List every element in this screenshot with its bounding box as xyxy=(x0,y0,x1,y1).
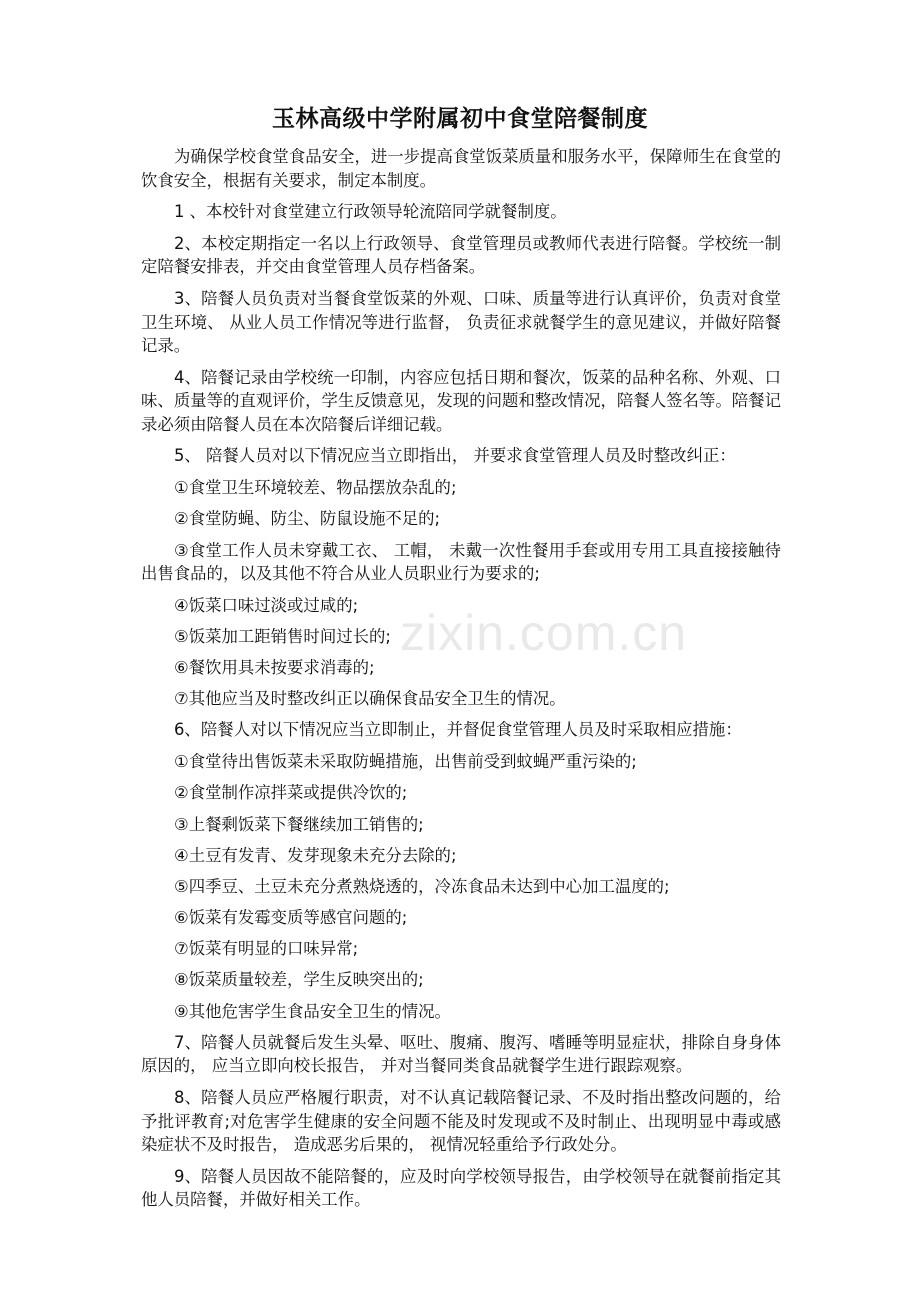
rule-7: 7、陪餐人员就餐后发生头晕、呕吐、腹痛、腹泻、嗜睡等明显症状，排除自身身体原因的， 应当立即向校长报告， 并对当餐同类食品就餐学生进行跟踪观察。 xyxy=(141,1032,781,1076)
rule-6-item-2: ②食堂制作凉拌菜或提供冷饮的; xyxy=(174,783,408,803)
rule-5-item-1: ①食堂卫生环境较差、物品摆放杂乱的; xyxy=(174,478,457,498)
rule-4: 4、陪餐记录由学校统一印制，内容应包括日期和餐次，饭菜的品种名称、外观、口味、质量等的直观评价，学生反馈意见，发现的问题和整改情况，陪餐人签名等。陪餐记录必须由陪餐人员在本次陪餐后详细记载。 xyxy=(141,367,781,434)
rule-6-item-5: ⑤四季豆、土豆未充分煮熟烧透的，冷冻食品未达到中心加工温度的; xyxy=(174,876,670,896)
rule-3: 3、陪餐人员负责对当餐食堂饭菜的外观、口味、质量等进行认真评价，负责对食堂卫生环境、 从业人员工作情况等进行监督， 负责征求就餐学生的意见建议，并做好陪餐记录。 xyxy=(141,289,781,356)
rule-1: 1 、本校针对食堂建立行政领导轮流陪同学就餐制度。 xyxy=(174,202,567,222)
rule-5-item-6: ⑥餐饮用具未按要求消毒的; xyxy=(174,658,375,678)
rule-9: 9、陪餐人员因故不能陪餐的，应及时向学校领导报告，由学校领导在就餐前指定其他人员陪餐，并做好相关工作。 xyxy=(141,1166,781,1210)
rule-2: 2、本校定期指定一名以上行政领导、食堂管理员或教师代表进行陪餐。学校统一制定陪餐安排表，并交由食堂管理人员存档备案。 xyxy=(141,233,781,277)
rule-6-item-9: ⑨其他危害学生食品安全卫生的情况。 xyxy=(174,1001,451,1021)
rule-5-item-7: ⑦其他应当及时整改纠正以确保食品安全卫生的情况。 xyxy=(174,689,566,709)
rule-6-item-3: ③上餐剩饭菜下餐继续加工销售的; xyxy=(174,814,424,834)
rule-5: 5、 陪餐人员对以下情况应当立即指出， 并要求食堂管理人员及时整改纠正： xyxy=(174,446,736,466)
document-title: 玉林高级中学附属初中食堂陪餐制度 xyxy=(272,106,648,132)
rule-6-item-4: ④土豆有发青、发芽现象未充分去除的; xyxy=(174,845,457,865)
rule-5-item-4: ④饭菜口味过淡或过咸的; xyxy=(174,595,359,615)
rule-6-item-1: ①食堂待出售饭菜未采取防蝇措施，出售前受到蚊蝇严重污染的; xyxy=(174,752,637,772)
rule-5-item-5: ⑤饭菜加工距销售时间过长的; xyxy=(174,626,391,646)
rule-6: 6、陪餐人对以下情况应当立即制止，并督促食堂管理人员及时采取相应措施： xyxy=(174,720,742,740)
watermark-text: zixin.com.cn xyxy=(400,605,688,661)
rule-8: 8、陪餐人员应严格履行职责，对不认真记载陪餐记录、不及时指出整改问题的，给予批评教育;对危害学生健康的安全问题不能及时发现或不及时制止、出现明显中毒或感染症状不及时报告， 造成恶劣后果的， 视情况轻重给予行政处分。 xyxy=(141,1088,781,1154)
rule-6-item-7: ⑦饭菜有明显的口味异常; xyxy=(174,939,359,959)
rule-6-item-6: ⑥饭菜有发霉变质等感官问题的; xyxy=(174,908,408,928)
rule-5-item-3: ③食堂工作人员未穿戴工衣、 工帽， 未戴一次性餐用手套或用专用工具直接接触待出售食品的，以及其他不符合从业人员职业行为要求的; xyxy=(141,540,781,583)
rule-6-item-8: ⑧饭菜质量较差，学生反映突出的; xyxy=(174,970,424,990)
document-body xyxy=(141,145,781,1220)
rule-5-item-2: ②食堂防蝇、防尘、防鼠设施不足的; xyxy=(174,509,441,529)
intro-paragraph: 为确保学校食堂食品安全，进一步提高食堂饭菜质量和服务水平，保障师生在食堂的饮食安全，根据有关要求，制定本制度。 xyxy=(141,147,781,190)
